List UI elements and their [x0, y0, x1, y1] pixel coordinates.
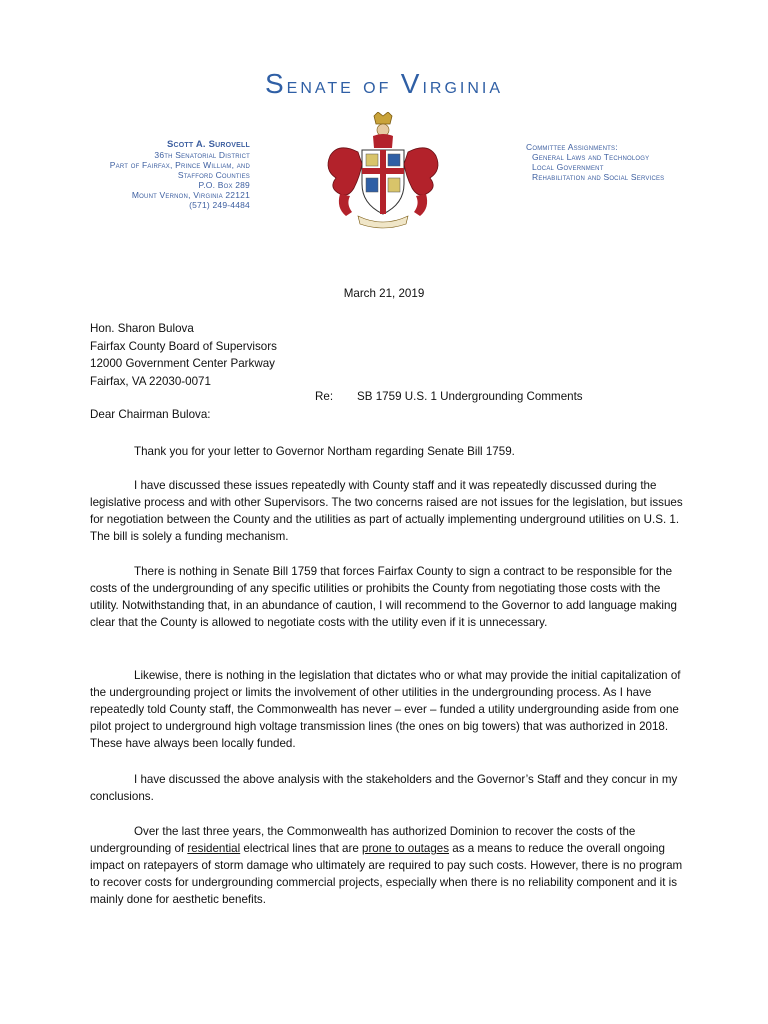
committee-item: Local Government — [532, 162, 604, 172]
paragraph: I have discussed these issues repeatedly with County staff and it was repeatedly discussed during the legislative process and with other Supervisors. The two concerns raised are not issues for the legislation, but issues for negotiation between the County and the utilities as part of actually implementing underground utilities on U.S. 1. The bill is solely a funding mechanism. — [90, 479, 683, 543]
seal-crest — [373, 112, 393, 148]
paragraph: Thank you for your letter to Governor Northam regarding Senate Bill 1759. — [134, 445, 515, 458]
paragraph: There is nothing in Senate Bill 1759 that forces Fairfax County to sign a contract to be responsible for the costs of the undergrounding of any specific utilities or prohibits the County from negotiating those costs with the utility. Notwithstanding that, in an abundance of caution, I will recommend to the Governor to add language making clear that the County is allowed to negotiate costs with the utility even if it is unnecessary. — [90, 565, 677, 629]
letter-date: March 21, 2019 — [343, 287, 425, 300]
underlined-text: prone to outages — [362, 842, 450, 855]
committee-item: Rehabilitation and Social Services — [532, 172, 665, 182]
sender-line: Stafford Counties — [177, 170, 250, 180]
paragraph: I have discussed the above analysis with the stakeholders and the Governor’s Staff and they concur in my conclusions. — [90, 773, 678, 803]
re-subject: SB 1759 U.S. 1 Undergrounding Comments — [357, 390, 583, 403]
committee-assignments — [526, 142, 726, 182]
letterhead-title — [0, 68, 768, 100]
sender-block — [60, 140, 250, 210]
addressee-line: Fairfax County Board of Supervisors — [90, 339, 277, 353]
addressee-line: Hon. Sharon Bulova — [90, 322, 194, 335]
paragraph-last — [90, 823, 690, 908]
addressee-block — [90, 320, 277, 390]
salutation: Dear Chairman Bulova: — [90, 408, 211, 421]
title-rest: enate of — [286, 72, 401, 98]
sender-line: Mount Vernon, Virginia 22121 — [131, 190, 250, 200]
addressee-line: 12000 Government Center Parkway — [90, 357, 275, 370]
seal-motto-ribbon — [358, 216, 408, 228]
text-run: electrical lines that are — [240, 842, 362, 855]
seal-shield — [362, 150, 404, 214]
paragraph: Likewise, there is nothing in the legislation that dictates who or what may provide the initial capitalization of the undergrounding project or limits the involvement of other utilities in the undergrounding process. As I have repeatedly told County staff, the Commonwealth has never – ever – funded a utility undergrounding aside from one pilot project to underground high voltage transmission lines (the ones on big towers) that was authorized in 2018. These have always been locally funded. — [90, 669, 681, 750]
title-rest-2: irginia — [422, 72, 504, 98]
sender-line: (571) 249-4484 — [189, 200, 250, 210]
committee-heading: Committee Assignments: — [526, 142, 618, 152]
sender-line: P.O. Box 289 — [198, 180, 250, 190]
addressee-line: Fairfax, VA 22030-0071 — [90, 374, 211, 388]
seal-dragon-right — [404, 148, 438, 216]
seal-dragon-left — [328, 148, 362, 216]
re-label: Re: — [315, 390, 334, 403]
title-initial-s: S — [264, 68, 287, 99]
title-initial-v: V — [400, 68, 423, 99]
committee-item: General Laws and Technology — [532, 152, 650, 162]
underlined-text: residential — [187, 842, 241, 855]
text-run: as a means to reduce the overall ongoing impact on ratepayers of storm damage who ultimately are required to pay such costs. However, there is no program to recover costs for undergrounding commercial projects, especially when there is no reliability component and it is mainly done for aesthetic benefits. — [90, 842, 683, 906]
text-run: Over the last three years, the Commonwealth has authorized Dominion to recover the costs of the undergrounding of — [90, 825, 636, 855]
re-line — [315, 390, 583, 403]
sender-line: Part of Fairfax, Prince William, and — [109, 160, 250, 170]
sender-line: 36th Senatorial District — [154, 150, 250, 160]
senate-seal-icon — [318, 112, 448, 232]
sender-name: Scott A. Surovell — [167, 139, 250, 150]
